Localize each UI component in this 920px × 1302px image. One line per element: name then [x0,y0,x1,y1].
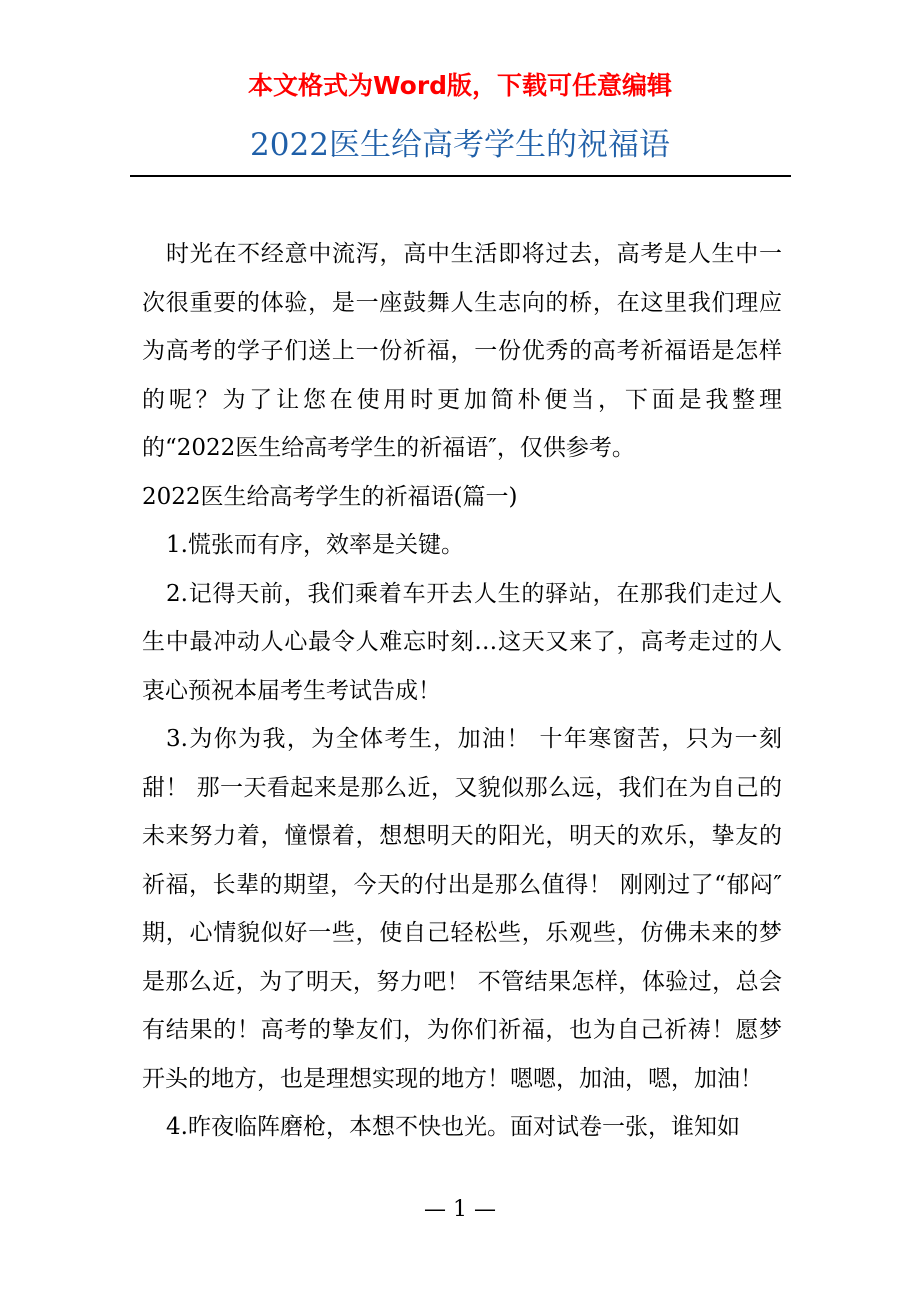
word-format-banner: 本文格式为Word版，下载可任意编辑 [247,71,673,100]
document-body [142,230,782,1152]
document-title: 2022医生给高考学生的祝福语 [250,127,670,163]
list-item-2: 2.记得天前，我们乘着车开去人生的驿站，在那我们走过人生中最冲动人心最令人难忘时刻…这天又来了，高考走过的人衷心预祝本届考生考试告成！ [142,580,782,704]
list-item-1: 1.慌张而有序，效率是关键。 [166,532,464,558]
list-item-4: 4.昨夜临阵磨枪，本想不快也光。面对试卷一张，谁知如 [166,1114,740,1140]
title-divider [130,175,791,177]
section-heading: 2022医生给高考学生的祈福语(篇一) [142,483,518,510]
list-item-3: 3.为你为我，为全体考生，加油！ 十年寒窗苦，只为一刻甜！ 那一天看起来是那么近，又貌似那么远，我们在为自己的未来努力着，憧憬着，想想明天的阳光，明天的欢乐，挚友的祈福，长辈的期望，今天的付出是那么值得！ 刚刚过了“郁闷″期，心情貌似好一些，使自己轻松些，乐观些，仿佛未来的梦是那么近，为了明天，努力吧！ 不管结果怎样，体验过，总会有结果的！高考的挚友们，为你们祈福，也为自己祈祷！愿梦开头的地方，也是理想实现的地方！嗯嗯，加油，嗯，加油！ [142,726,782,1092]
page-number: — 1 — [424,1197,496,1222]
intro-paragraph: 时光在不经意中流泻，高中生活即将过去，高考是人生中一次很重要的体验，是一座鼓舞人生志向的桥，在这里我们理应为高考的学子们送上一份祈福，一份优秀的高考祈福语是怎样的呢？为了让您在使用时更加简朴便当，下面是我整理的“2022医生给高考学生的祈福语″，仅供参考。 [142,241,782,461]
